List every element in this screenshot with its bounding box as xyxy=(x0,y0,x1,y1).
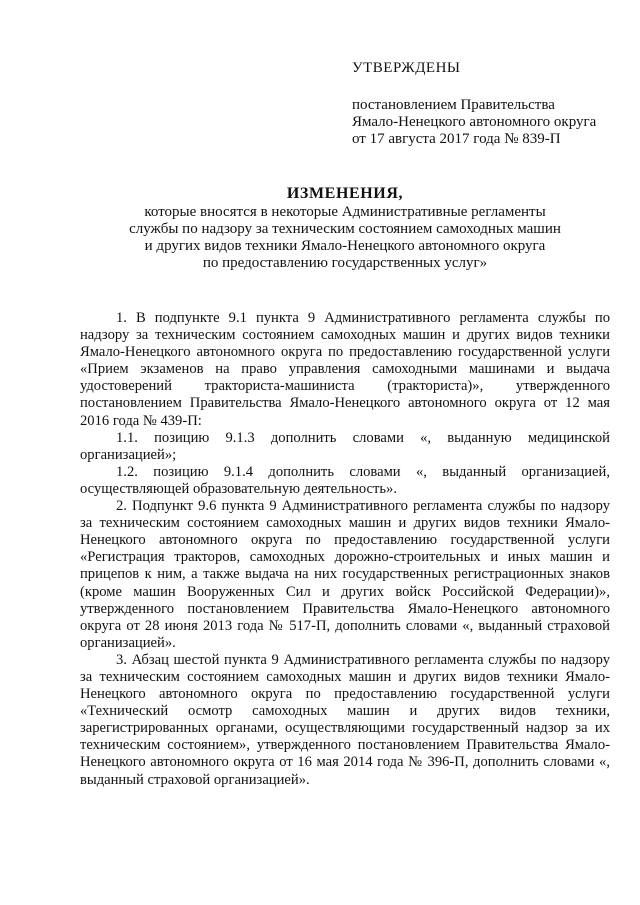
paragraph-3: 3. Абзац шестой пункта 9 Административного регламента службы по надзору за техническим состоянием самоходных машин и других видов техники Ямало-Ненецкого автономного округа по предоставлению государственной услуги «Технический осмотр самоходных машин и других видов техники, зарегистрированных органами, осуществляющими государственный надзор за их техническим состоянием», утвержденного постановлением Правительства Ямало-Ненецкого автономного округа от 16 мая 2014 года № 396-П, дополнить словами «, выданный страховой организацией». xyxy=(80,651,610,788)
approval-line: от 17 августа 2017 года № 839-П xyxy=(352,131,561,147)
title-line: которые вносятся в некоторые Административные регламенты xyxy=(144,204,546,220)
paragraph-1: 1. В подпункте 9.1 пункта 9 Административного регламента службы по надзору за техническим состоянием самоходных машин и других видов техники Ямало-Ненецкого автономного округа по предоставлению государственной услуги «Прием экзаменов на право управления самоходными машинами и выдача удостоверений тракториста-машиниста (тракториста)», утвержденного постановлением Правительства Ямало-Ненецкого автономного округа от 12 мая 2016 года № 439-П: xyxy=(80,310,610,429)
approval-block xyxy=(352,60,622,148)
document-body xyxy=(80,310,610,789)
approval-heading: УТВЕРЖДЕНЫ xyxy=(352,60,461,76)
document-title: ИЗМЕНЕНИЯ, xyxy=(286,185,404,202)
title-line: и других видов техники Ямало-Ненецкого автономного округа xyxy=(144,238,546,254)
paragraph-1-2: 1.2. позицию 9.1.4 дополнить словами «, выданный организацией, осуществляющей образовательную деятельность». xyxy=(80,463,610,497)
title-block xyxy=(80,185,610,272)
approval-line: постановлением Правительства xyxy=(352,97,555,113)
paragraph-2: 2. Подпункт 9.6 пункта 9 Административного регламента службы по надзору за техническим состоянием самоходных машин и других видов техники Ямало-Ненецкого автономного округа по предоставлению государственной услуги «Регистрация тракторов, самоходных дорожно-строительных и иных машин и прицепов к ним, а также выдача на них государственных регистрационных знаков (кроме машин Вооруженных Сил и других войск Российской Федерации)», утвержденного постановлением Правительства Ямало-Ненецкого автономного округа от 28 июня 2013 года № 517-П, дополнить словами «, выданный страховой организацией». xyxy=(80,498,610,651)
approval-line: Ямало-Ненецкого автономного округа xyxy=(352,114,597,130)
title-line: по предоставлению государственных услуг» xyxy=(202,255,488,271)
paragraph-1-1: 1.1. позицию 9.1.3 дополнить словами «, выданную медицинской организацией»; xyxy=(80,429,610,463)
title-line: службы по надзору за техническим состоянием самоходных машин xyxy=(129,221,561,237)
